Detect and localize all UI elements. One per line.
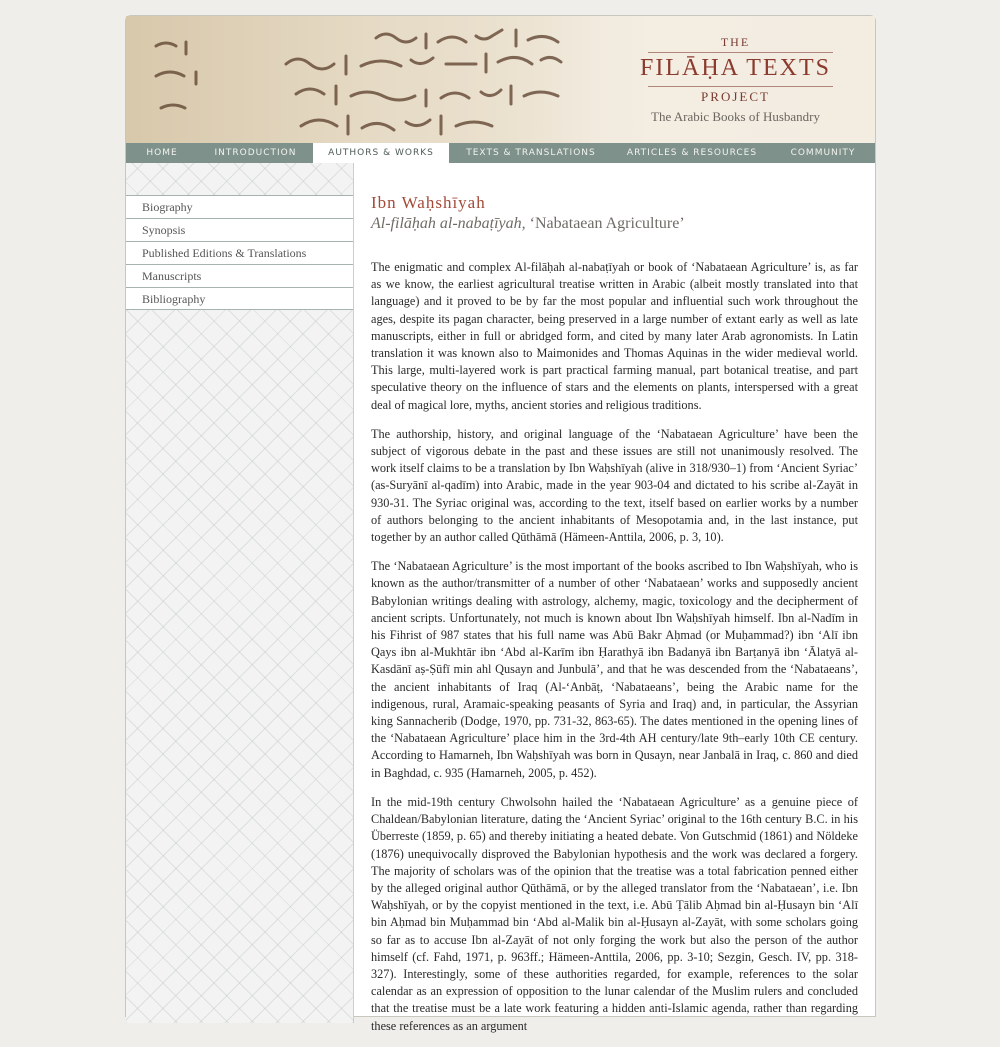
title-the: THE <box>720 35 751 49</box>
site-title-block <box>596 16 875 143</box>
author-heading: Ibn Waḥshīyah <box>371 193 486 212</box>
work-title <box>371 215 858 233</box>
nav-texts-translations[interactable]: TEXTS & TRANSLATIONS <box>466 148 596 158</box>
site-banner <box>126 16 875 143</box>
sidebar-item-editions[interactable]: Published Editions & Translations <box>126 241 353 264</box>
paragraph: In the mid-19th century Chwolsohn hailed the ‘Nabataean Agriculture’ as a genuine piece of Chaldean/Babylonian literature, dating the ‘Ancient Syriac’ original to the 16th century B.C. in his Überreste (1859, p. 65) and thereby initiating a heated debate. Von Gutschmid (1861) and Nöldeke (1876) unequivocally disproved the Babylonian hypothesis and the work was declared a forgery. The majority of scholars was of the opinion that the treatise was a total fabrication penned either by the alleged original author Qūthāmā, or by the alleged translator from the ‘Nabataean’, i.e. Ibn Waḥshīyah, or by the copyist mentioned in the text, i.e. Abū Ṭālib Aḥmad bin al-Ḥusayn bin ‘Alī bin Aḥmad bin Muḥammad bin ‘Abd al-Malik bin al-Ḥusayn al-Zayāt, with some scholars going so far as to accuse Ibn al-Zayāt of not only forging the work but also the person of the author himself (cf. Fahd, 1971, p. 963ff.; Hämeen-Anttila, 2006, pp. 3-10; Sezgin, Gesch. IV, pp. 318-327). Interestingly, some of these authorities regarded, for example, references to the solar calendar as an expression of opposition to the lunar calendar of the Muslim rulers and concluded that the treatise must be a late work featuring a hidden anti-Islamic agenda, rather than regarding these references as an argument <box>371 794 858 1033</box>
sidebar-menu <box>126 195 353 310</box>
manuscript-image <box>126 16 596 143</box>
sidebar-item-bibliography[interactable]: Bibliography <box>126 287 353 310</box>
nav-articles-resources[interactable]: ARTICLES & RESOURCES <box>626 148 758 158</box>
title-project: PROJECT <box>701 89 770 104</box>
paragraph: The ‘Nabataean Agriculture’ is the most important of the books ascribed to Ibn Waḥshīyah, who is known as the author/transmitter of a number of other ‘Nabataean’ works and supposedly ancient Babylonian writings dealing with astrology, alchemy, magic, toxicology and the decipherment of ancient scripts. Unfortunately, not much is known about Ibn Waḥshīyah himself. Ibn al-Nadīm in his Fihrist of 987 states that his full name was Abū Bakr Aḥmad (or Muḥammad?) ibn ‘Alī ibn Qays ibn al-Mukhtār ibn ‘Abd al-Karīm ibn Ḥarathyā ibn Badanyā ibn Barṭanyā ibn ‘Ālatyā al-Kasdānī aṣ-Ṣūfī min ahl Qusayn and Junbulā’, and that he was descended from the ‘Nabataeans’, the ancient inhabitants of Iraq (Al-‘Anbāṭ, ‘Nabataeans’, being the Arabic name for the indigenous, rural, Aramaic-speaking peasants of Syria and Iraq) and, in particular, the Assyrian king Sannacherib (Dodge, 1970, pp. 731-32, 863-65). The dates mentioned in the opening lines of the ‘Nabataean Agriculture’ place him in the 3rd-4th AH century/late 9th–early 10th CE century. According to Hamarneh, Ibn Waḥshīyah was born in Qusayn, near Janbalā in Iraq, c. 860 and died in Baghdad, c. 935 (Hamarneh, 2005, p. 452). <box>371 559 858 780</box>
sidebar-item-synopsis[interactable]: Synopsis <box>126 218 353 241</box>
title-rule-bottom <box>648 86 833 87</box>
page-frame <box>125 15 876 1033</box>
site-subtitle: The Arabic Books of Husbandry <box>651 109 820 124</box>
sidebar <box>126 163 354 1023</box>
main-nav <box>126 143 875 163</box>
nav-authors-works[interactable]: AUTHORS & WORKS <box>313 143 449 164</box>
nav-community[interactable]: COMMUNITY <box>790 148 856 158</box>
paragraph: The enigmatic and complex Al-filāḥah al-nabaṭīyah or book of ‘Nabataean Agriculture’ is, as far as we know, the earliest agricultural treatise written in Arabic (albeit mostly translated into that language) and it proved to be by far the most popular and influential such work throughout the ages, despite its pagan character, being preserved in a large number of extant early as well as late manuscripts, either in full or abridged form, and cited by many later Arab agronomists. In Latin translation it was known also to Maimonides and Thomas Aquinas in the wider medieval world. This large, multi-layered work is part practical farming manual, part botanical treatise, and part speculative theory on the influence of stars and the elements on plants, interspersed with a great deal of magical lore, myths, ancient stories and religious traditions. <box>371 260 858 412</box>
title-rule-top <box>648 52 833 53</box>
main-content <box>371 163 858 1047</box>
nav-introduction[interactable]: INTRODUCTION <box>214 148 297 158</box>
work-title-english: ‘Nabataean Agriculture’ <box>529 215 685 232</box>
sidebar-item-manuscripts[interactable]: Manuscripts <box>126 264 353 287</box>
sidebar-item-biography[interactable]: Biography <box>126 195 353 218</box>
nav-home[interactable]: HOME <box>146 148 178 158</box>
paragraph: The authorship, history, and original language of the ‘Nabataean Agriculture’ have been the subject of vigorous debate in the past and these issues are still not unanimously resolved. The work itself claims to be a translation by Ibn Waḥshīyah (alive in 318/930–1) from ‘Ancient Syriac’ (as-Suryānī al-qadīm) into Arabic, made in the year 903-04 and dictated to his scribe al-Zayāt in 930-31. The Syriac original was, according to the text, itself based on earlier works by a number of authors belonging to the ancient inhabitants of Mesopotamia and, in the last instance, put together by an author called Qūthāmā (Hämeen-Anttila, 2006, p. 3, 10). <box>371 426 858 545</box>
work-title-arabic: Al-filāḥah al-nabaṭīyah, <box>371 215 526 232</box>
site-title: FILĀḤA TEXTS <box>640 55 831 81</box>
article-body <box>371 259 858 1035</box>
